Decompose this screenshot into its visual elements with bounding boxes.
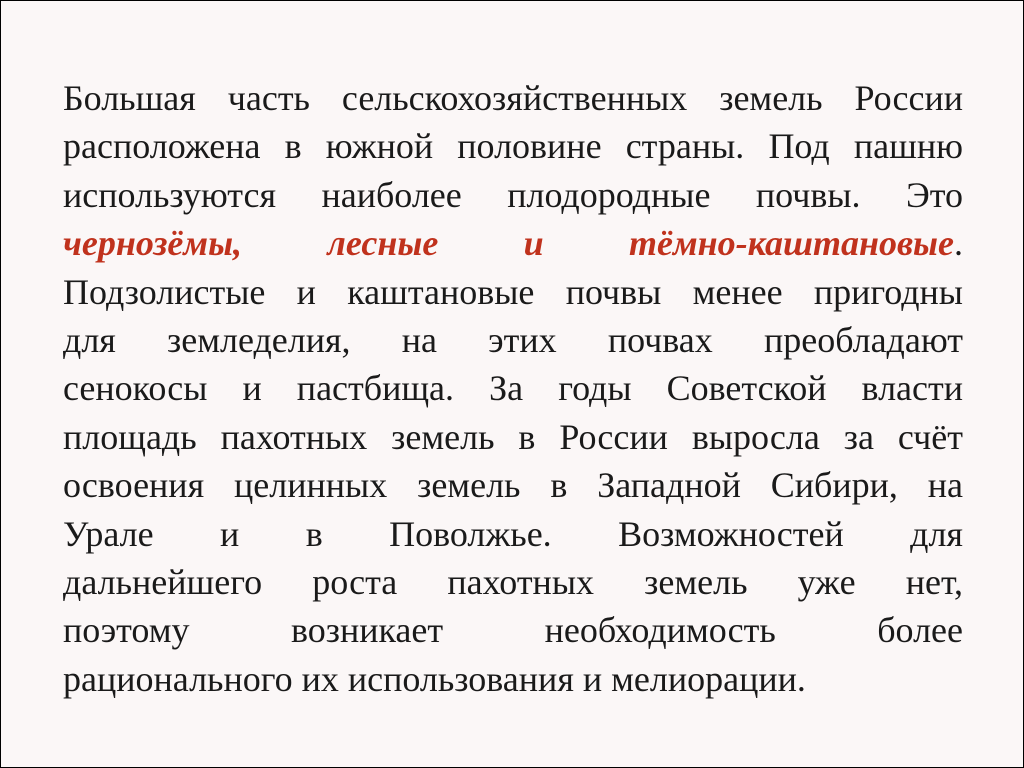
paragraph-line: используются наиболее плодородные почвы. Это: [63, 174, 963, 215]
soil-types-highlight: чернозёмы, лесные и тёмно-каштановые: [63, 223, 954, 264]
paragraph-line: дальнейшего роста пахотных земель уже нет,: [63, 561, 963, 602]
body-paragraph: [63, 74, 963, 703]
paragraph-line-last: рационального их использования и мелиорации.: [63, 658, 806, 699]
paragraph-line-highlighted: [63, 219, 963, 267]
paragraph-line: Подзолистые и каштановые почвы менее пригодны: [63, 271, 963, 312]
period: .: [954, 223, 963, 264]
paragraph-line: освоения целинных земель в Западной Сибири, на: [63, 465, 963, 506]
paragraph-line: расположена в южной половине страны. Под пашню: [63, 126, 963, 167]
paragraph-line: поэтому возникает необходимость более: [63, 610, 963, 651]
paragraph-line: сенокосы и пастбища. За годы Советской власти: [63, 368, 963, 409]
paragraph-line: Урале и в Поволжье. Возможностей для: [63, 513, 963, 554]
paragraph-line: Большая часть сельскохозяйственных земель России: [63, 78, 963, 118]
paragraph-line: площадь пахотных земель в России выросла за счёт: [63, 416, 963, 457]
paragraph-line: для земледелия, на этих почвах преобладают: [63, 319, 963, 360]
